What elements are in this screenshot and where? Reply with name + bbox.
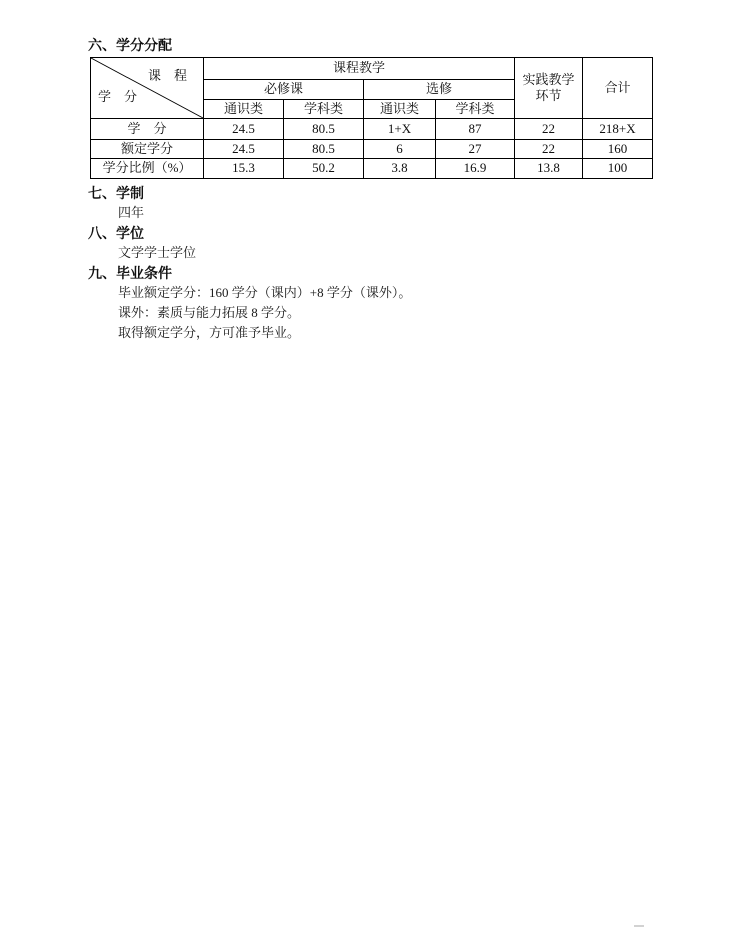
cell: 3.8 [364,159,436,179]
cell: 16.9 [436,159,515,179]
cell: 100 [583,159,653,179]
cell: 160 [583,140,653,159]
cell: 87 [436,119,515,140]
header-elective: 选修 [364,80,515,100]
corner-header-cell [91,58,204,119]
table-row-rated-credits [91,140,653,159]
section9-line3: 取得额定学分，方可准予毕业。 [118,325,301,340]
cell: 22 [515,119,583,140]
cell: 27 [436,140,515,159]
credit-distribution-table [90,57,653,179]
cell: 22 [515,140,583,159]
header-required: 必修课 [204,80,364,100]
section6-title: 六、学分分配 [88,37,172,53]
body-text-block [88,183,648,343]
table-row-credits [91,119,653,140]
header-practice-line2: 环节 [535,88,562,103]
section8-body: 文学学士学位 [118,245,197,260]
header-subcol-general-1: 通识类 [204,100,284,119]
section9-line1: 毕业额定学分：160 学分（课内）+8 学分（课外）。 [118,285,412,300]
header-course-teaching: 课程教学 [204,58,515,80]
header-subcol-general-2: 通识类 [364,100,436,119]
section9-title: 九、毕业条件 [88,265,172,281]
row-label: 学 分 [91,119,204,140]
row-label: 额定学分 [91,140,204,159]
cell: 13.8 [515,159,583,179]
cell: 1+X [364,119,436,140]
cell: 80.5 [284,140,364,159]
header-practice [515,58,583,119]
corner-label-course: 课 程 [147,68,187,83]
table-row-credit-ratio [91,159,653,179]
cell: 24.5 [204,140,284,159]
page-footer-mark [634,925,644,927]
cell: 80.5 [284,119,364,140]
cell: 6 [364,140,436,159]
corner-label-credit: 学 分 [98,88,138,104]
section7-title: 七、学制 [88,185,144,201]
cell: 218+X [583,119,653,140]
row-label: 学分比例（%） [91,159,204,179]
header-total: 合计 [583,58,653,119]
cell: 50.2 [284,159,364,179]
header-subcol-subject-2: 学科类 [436,100,515,119]
section9-line2: 课外：素质与能力拓展 8 学分。 [118,305,301,320]
section7-body: 四年 [118,205,145,220]
header-subcol-subject-1: 学科类 [284,100,364,119]
cell: 24.5 [204,119,284,140]
cell: 15.3 [204,159,284,179]
section8-title: 八、学位 [88,225,144,241]
header-practice-line1: 实践教学 [522,71,575,87]
